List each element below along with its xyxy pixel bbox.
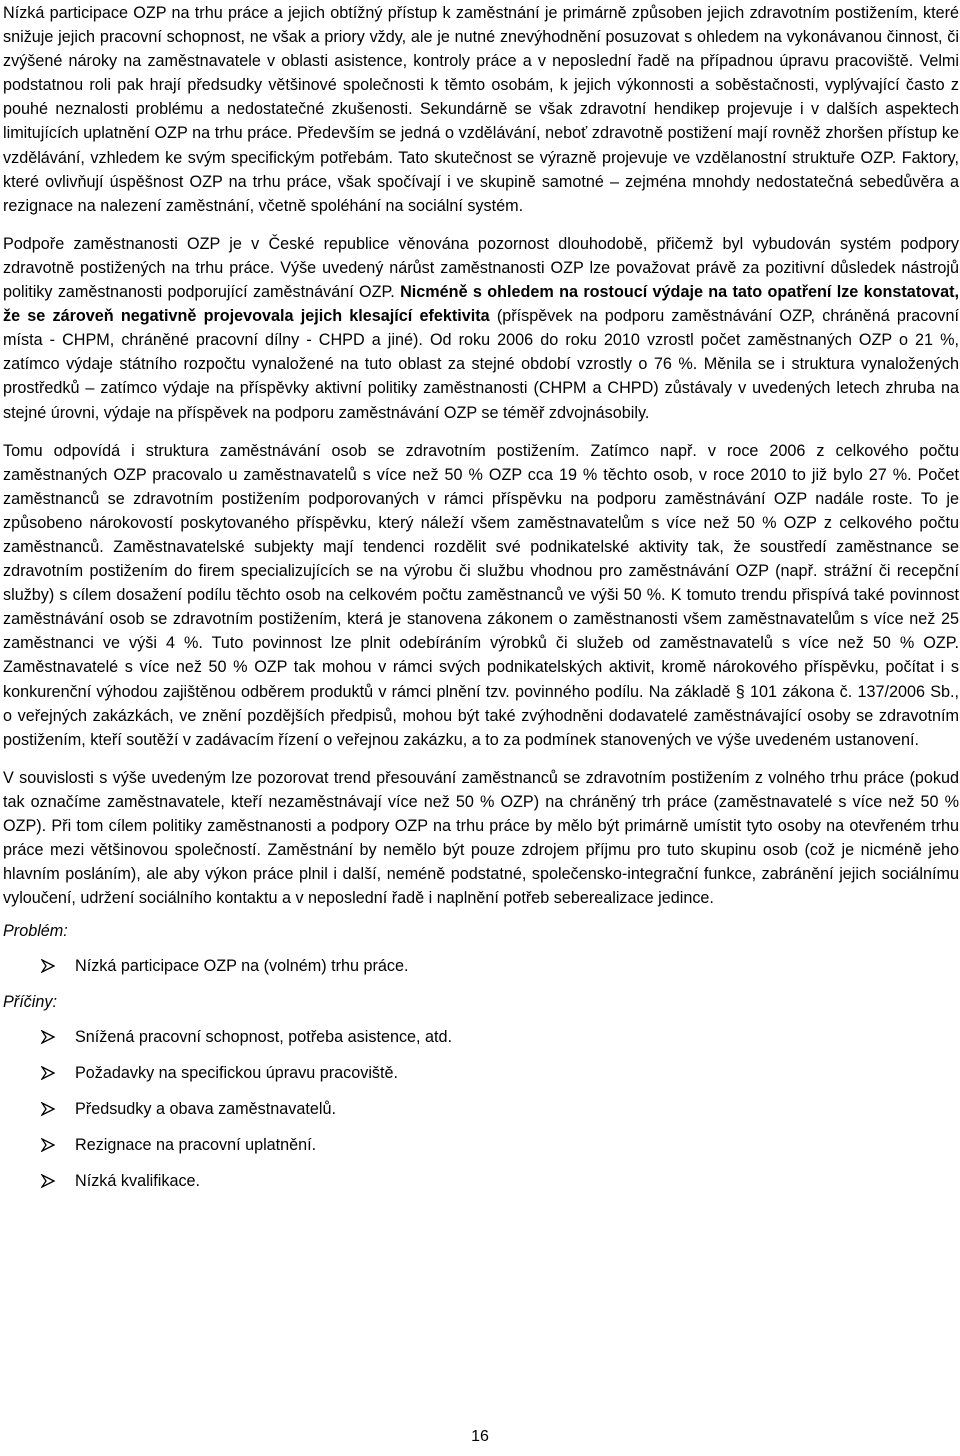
paragraph-bold-text: Nicméně s ohledem na rostoucí výdaje na tato opatření lze konstatovat, že se zároveň negativně projevovala jejich klesající efektivita — [3, 283, 959, 326]
list-item-text: Snížená pracovní schopnost, potřeba asistence, atd. — [75, 1028, 453, 1047]
paragraph-text: Podpoře zaměstnanosti OZP je v České republice věnována pozornost dlouhodobě, přičemž byl vybudován systém podpory zdravotně postižených na trhu práce. Výše uvedený nárůst zaměstnanosti OZP lze považovat právě za pozitivní důsledek nástrojů politiky zaměstnanosti podporující zaměstnávání OZP. — [3, 234, 959, 302]
paragraph-barriers — [3, 1, 959, 218]
document-page — [3, 0, 959, 1205]
list-item — [3, 954, 959, 978]
problem-label: Problém: — [3, 922, 68, 941]
list-item — [3, 1025, 959, 1049]
page-number: 16 — [471, 1428, 489, 1445]
problem-list — [3, 954, 959, 978]
paragraph-text: Tomu odpovídá i struktura zaměstnávání osob se zdravotním postižením. Zatímco např. v roce 2006 z celkového počtu zaměstnaných OZP pracovalo u zaměstnavatelů s více než 50 % OZP cca 19 % těchto osob, v roce 2010 to již bylo 27 %. Počet zaměstnanců se zdravotním postižením podporovaných v rámci příspěvku na podporu zaměstnávání OZP nadále roste. To je způsobeno nárokovostí poskytovaného příspěvku, který náleží všem zaměstnavatelům s více než 50 % OZP z celkového počtu zaměstnanců. Zaměstnavatelské subjekty mají tendenci rozdělit své podnikatelské aktivity tak, že soustředí zaměstnance se zdravotním postižením do firem specializujících se na výrobu či službu vhodnou pro zaměstnávání OZP (např. strážní či recepční služby) s cílem dosažení podílu těchto osob na celkovém počtu zaměstnanců ve výši 50 %. K tomuto trendu přispívá také povinnost zaměstnávání osob se zdravotním postižením, která je stanovena zákonem o zaměstnanosti všem zaměstnavatelům s více než 25 zaměstnanci ve výši 4 %. Tuto povinnost lze plnit odebíráním výrobků či služeb od zaměstnavatelů s více než 50 % OZP. Zaměstnavatelé s více než 50 % OZP tak mohou v rámci svých podnikatelských aktivit, kromě nárokového příspěvku, počítat i s konkurenční výhodou zajištěnou odběrem produktů v rámci plnění tzv. povinného podílu. Na základě § 101 zákona č. 137/2006 Sb., o veřejných zakázkách, ve znění pozdějších předpisů, mohou být také zvýhodněni dodavatelé zaměstnávající osoby se zdravotním postižením, kteří soutěží v zadávacím řízení o veřejnou zakázku, a to za podmínek stanovených ve výše uvedeném ustanovení. — [3, 441, 959, 749]
list-item — [3, 1169, 959, 1193]
list-item — [3, 1097, 959, 1121]
paragraph-text: Nízká participace OZP na trhu práce a jejich obtížný přístup k zaměstnání je primárně způsoben jejich zdravotním postižením, které snižuje jejich pracovní schopnost, ne však a priory vždy, ale je nutné znevýhodnění posuzovat s ohledem na vykonávanou činnost, či zvýšené nároky na zaměstnavatele v oblasti asistence, kontroly práce a v neposlední řadě na případnou úpravu pracoviště. Velmi podstatnou roli pak hrají předsudky většinové společnosti k těmto osobám, k jejich výkonnosti a soběstačnosti, vyplývající často z pouhé neznalosti problému a nedostatečné zkušenosti. Sekundárně se však zdravotní hendikep projevuje i v dalších aspektech limitujících uplatnění OZP na trhu práce. Především se jedná o vzdělávání, neboť zdravotně postižení mají rovněž zhoršen přístup ke vzdělávání, vzhledem ke svým specifickým potřebám. Tato skutečnost se výrazně projevuje ve vzdělanostní struktuře OZP. Faktory, které ovlivňují úspěšnost OZP na trhu práce, však spočívají i ve skupině samotné – zejména mnohdy nedostatečná sebedůvěra a rezignace na nalezení zaměstnání, včetně spoléhání na sociální systém. — [3, 4, 959, 215]
list-item — [3, 1133, 959, 1157]
paragraph-text: V souvislosti s výše uvedeným lze pozorovat trend přesouvání zaměstnanců se zdravotním postižením z volného trhu práce (pokud tak označíme zaměstnavatele, kteří nezaměstnávají více než 50 % OZP) na chráněný trh práce (zaměstnavatelé s více než 50 % OZP). Při tom cílem politiky zaměstnanosti a podpory OZP na trhu práce by mělo být primárně umístit tyto osoby na otevřeném trhu práce mezi většinovou společností. Zaměstnání by nemělo být pouze zdrojem příjmu pro tuto skupinu osob (což je nicméně jeho hlavním posláním), ale aby výkon práce plnil i další, neméně podstatné, společensko-integrační funkce, zabránění jejich sociálnímu vyloučení, udržení sociálního kontaktu a v neposlední řadě i naplnění potřeb seberealizace jedince. — [3, 768, 959, 908]
list-item-text: Požadavky na specifickou úpravu pracoviště. — [75, 1064, 399, 1083]
list-item-text: Nízká participace OZP na (volném) trhu práce. — [75, 957, 409, 976]
list-item — [3, 1061, 959, 1085]
arrowhead-right-icon — [41, 959, 55, 973]
arrowhead-right-icon — [41, 1066, 55, 1080]
list-item-text: Rezignace na pracovní uplatnění. — [75, 1136, 317, 1155]
causes-list — [3, 1025, 959, 1193]
paragraph-text: (příspěvek na podporu zaměstnávání OZP, chráněná pracovní místa - CHPM, chráněné pracovní dílny - CHPD a jiné). Od roku 2006 do roku 2010 vzrostl počet zaměstnaných OZP o 21 %, zatímco výdaje státního rozpočtu vynaložené na tuto oblast za stejné období vzrostly o 76 %. Měnila se i struktura vynaložených prostředků – zatímco výdaje na příspěvky aktivní politiky zaměstnanosti (CHPM a CHPD) zůstávaly v uvedených letech zhruba na stejné úrovni, výdaje na příspěvek na podporu zaměstnávání OZP se téměř zdvojnásobily. — [3, 307, 959, 422]
paragraph-support-system — [3, 232, 959, 425]
arrowhead-right-icon — [41, 1138, 55, 1152]
paragraph-trend — [3, 766, 959, 911]
causes-label: Příčiny: — [3, 993, 57, 1012]
paragraph-employment-structure — [3, 439, 959, 752]
arrowhead-right-icon — [41, 1174, 55, 1188]
list-item-text: Předsudky a obava zaměstnavatelů. — [75, 1100, 336, 1119]
list-item-text: Nízká kvalifikace. — [75, 1172, 201, 1191]
arrowhead-right-icon — [41, 1030, 55, 1044]
arrowhead-right-icon — [41, 1102, 55, 1116]
